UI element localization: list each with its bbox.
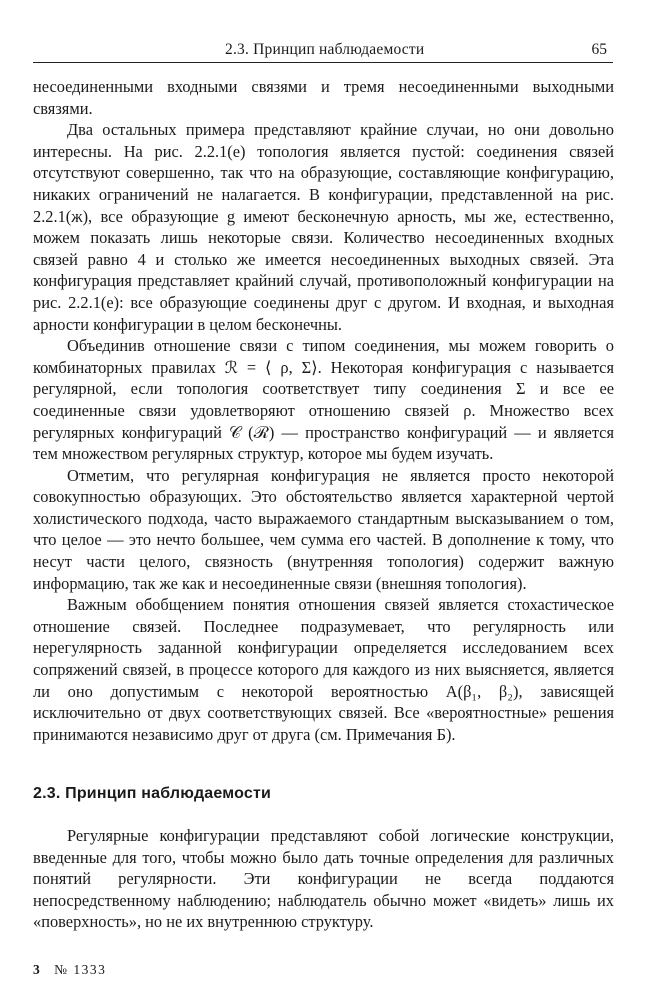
paragraph-observability: Регулярные конфигурации представляют собой логические конструкции, введенные для того, чтобы можно было дать точные определения для различных понятий регулярности. Эти конфигурации не всегда поддаются непосредственному наблюдению; наблюдатель обычно может «видеть» лишь их «поверхность», но не их внутреннюю структуру. xyxy=(33,826,614,932)
paragraph-extreme-cases: Два остальных примера представляют крайние случаи, но они довольно интересны. На рис. 2.2.1(е) топология является пустой: соединения связей отсутствуют совершенно, так что на образующие, составляющие конфигурацию, никаких ограничений не налагается. В конфигурации, представленной на рис. 2.2.1(ж), все образующие g имеют бесконечную арность, мы же, естественно, можем показать лишь некоторые связи. Количество несоединенных входных связей равно 4 и столько же имеется несоединенных выходных связей. Эта конфигурация представляет крайний случай, противоположный конфигурации на рис. 2.2.1(е): все образующие соединены друг с другом. И входная, и выходная арности конфигурации в целом бесконечны. xyxy=(33,120,614,334)
paragraph-combinatorial-rules: Объединив отношение связи с типом соединения, мы можем говорить о комбинаторных правилах ℛ = ⟨ ρ, Σ⟩. Некоторая конфигурация c называется регулярной, если топология соответствует типу соединения Σ и все ее соединенные связи удовлетворяют отношению связей ρ. Множество всех регулярных конфигураций 𝒞 (ℛ) — пространство конфигураций — и является тем множеством регулярных структур, которое мы будем изучать. xyxy=(33,336,614,464)
paragraph-continuation: несоединенными входными связями и тремя несоединенными выходными связями. xyxy=(33,77,614,118)
page-number: 65 xyxy=(591,41,607,58)
printer-signature xyxy=(33,962,106,978)
running-header-title: 2.3. Принцип наблюдаемости xyxy=(225,41,425,58)
paragraph-stochastic-bond-relation: Важным обобщением понятия отношения связей является стохастическое отношение связей. Последнее подразумевает, что регулярность или нерегулярность заданной конфигурации определяется исследованием всех сопряжений связей, в процессе которого для каждого из них выясняется, является ли оно допустимым с некоторой вероятностью A(β₁, β₂), зависящей исключительно от двух соответствующих связей. Все «вероятностные» решения принимаются независимо друг от друга (см. Примечания Б). xyxy=(33,595,614,744)
sheet-number: 3 xyxy=(33,962,42,977)
section-heading: 2.3. Принцип наблюдаемости xyxy=(33,785,272,803)
order-number: № 1333 xyxy=(54,962,107,977)
running-header xyxy=(33,38,613,63)
body-text xyxy=(33,76,614,933)
paragraph-holistic-approach: Отметим, что регулярная конфигурация не является просто некоторой совокупностью образующих. Это обстоятельство является характерной чертой холистического подхода, часто выражаемого стандартным высказыванием о том, что целое — это нечто большее, чем сумма его частей. В дополнение к тому, что несут части целого, связность (внутренняя топология) содержит важную информацию, так же как и несоединенные связи (внешняя топология). xyxy=(33,465,614,593)
